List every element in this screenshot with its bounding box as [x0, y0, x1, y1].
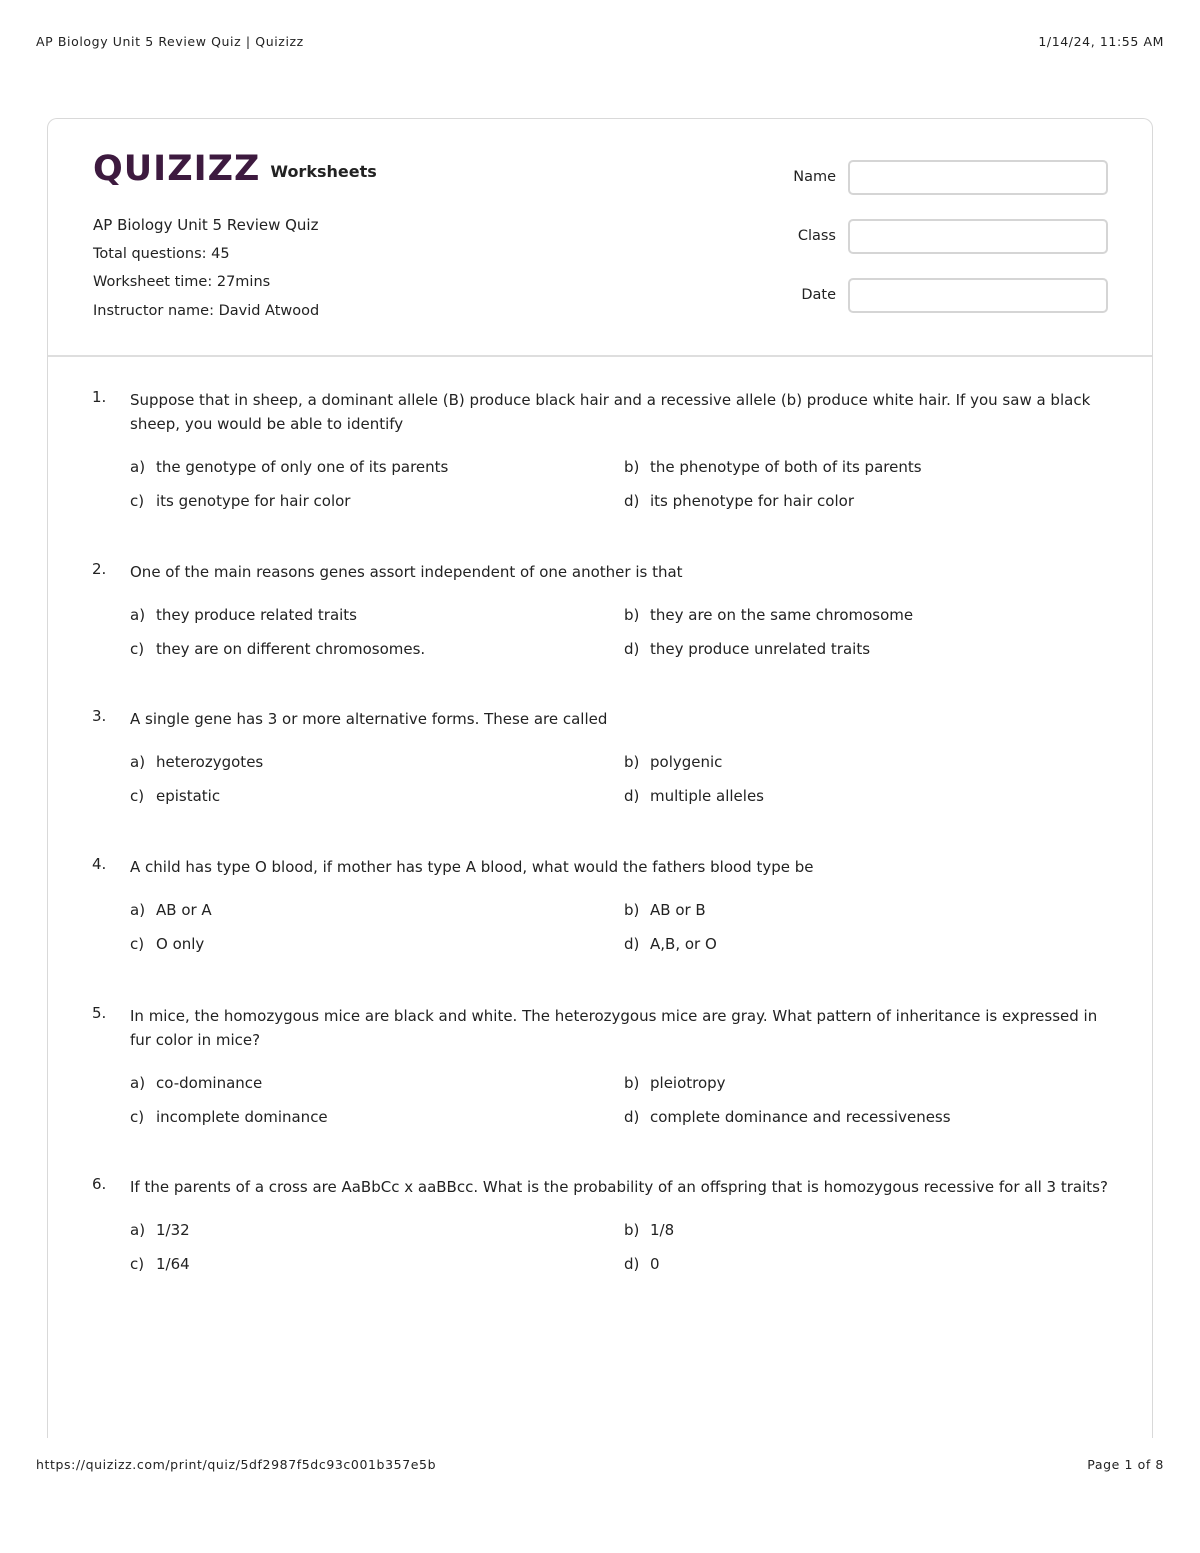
question-6: [92, 1175, 1112, 1275]
answer-option: [624, 1253, 1104, 1275]
option-letter: a): [130, 606, 146, 624]
option-letter: c): [130, 787, 145, 805]
option-text: AB or A: [156, 901, 212, 919]
question-number: 6.: [92, 1175, 107, 1193]
name-field[interactable]: [848, 160, 1108, 195]
name-row: [788, 159, 1108, 195]
answer-option: [130, 1219, 624, 1241]
answer-option: [624, 899, 1104, 921]
option-letter: b): [624, 1221, 640, 1239]
answer-option: [130, 604, 624, 626]
quiz-meta: [93, 211, 319, 325]
option-letter: d): [624, 1108, 640, 1126]
answer-option: [130, 490, 624, 512]
question-number: 2.: [92, 560, 107, 578]
option-text: they are on different chromosomes.: [156, 640, 426, 658]
question-3: [92, 707, 1112, 807]
class-field[interactable]: [848, 219, 1108, 254]
option-text: A,B, or O: [650, 935, 717, 953]
quiz-title: AP Biology Unit 5 Review Quiz: [93, 216, 319, 234]
answer-option: [624, 604, 1104, 626]
option-text: 0: [650, 1255, 660, 1273]
option-letter: c): [130, 492, 145, 510]
name-label: Name: [793, 169, 836, 185]
answer-option: [130, 638, 624, 660]
option-letter: d): [624, 935, 640, 953]
option-text: they are on the same chromosome: [650, 606, 914, 624]
question-number: 4.: [92, 855, 107, 873]
answer-option: [130, 456, 624, 478]
question-4: [92, 855, 1112, 955]
question-text: In mice, the homozygous mice are black and white. The heterozygous mice are gray. What pattern of inheritance is expressed in fur color in mice?: [130, 1007, 1098, 1049]
question-1: [92, 388, 1112, 512]
question-text: A child has type O blood, if mother has type A blood, what would the fathers blood type be: [130, 858, 814, 876]
answer-option: [624, 785, 1104, 807]
option-text: 1/8: [650, 1221, 675, 1239]
answer-option: [624, 933, 1104, 955]
option-text: O only: [156, 935, 205, 953]
quizizz-logo: QUIZIZZ: [93, 149, 261, 189]
option-text: its genotype for hair color: [156, 492, 351, 510]
brand-subtitle: Worksheets: [270, 162, 377, 181]
answer-option: [624, 1219, 1104, 1241]
option-letter: a): [130, 753, 146, 771]
answer-option: [624, 751, 1104, 773]
option-letter: a): [130, 1221, 146, 1239]
option-text: they produce related traits: [156, 606, 357, 624]
answer-option: [624, 490, 1104, 512]
answer-option: [130, 751, 624, 773]
answer-option: [130, 1106, 624, 1128]
option-text: AB or B: [650, 901, 706, 919]
instructor-name: Instructor name: David Atwood: [93, 302, 320, 319]
answer-option: [130, 1072, 624, 1094]
print-title: AP Biology Unit 5 Review Quiz | Quizizz: [36, 34, 304, 49]
option-text: the genotype of only one of its parents: [156, 458, 449, 476]
student-fields: [788, 159, 1108, 336]
answer-option: [624, 1106, 1104, 1128]
option-letter: b): [624, 753, 640, 771]
option-text: epistatic: [156, 787, 221, 805]
answer-options: [130, 1219, 1112, 1275]
date-label: Date: [801, 287, 836, 303]
option-letter: c): [130, 1255, 145, 1273]
option-letter: d): [624, 1255, 640, 1273]
answer-option: [130, 933, 624, 955]
print-footer: [36, 1457, 1164, 1472]
option-text: incomplete dominance: [156, 1108, 328, 1126]
option-text: polygenic: [650, 753, 723, 771]
option-letter: b): [624, 901, 640, 919]
option-letter: d): [624, 492, 640, 510]
option-letter: d): [624, 640, 640, 658]
option-text: 1/32: [156, 1221, 190, 1239]
answer-options: [130, 899, 1112, 955]
question-5: [92, 1004, 1112, 1128]
brand: [93, 151, 377, 187]
option-text: the phenotype of both of its parents: [650, 458, 922, 476]
date-row: [788, 277, 1108, 313]
option-letter: c): [130, 935, 145, 953]
worksheet-header: [48, 119, 1152, 357]
option-text: multiple alleles: [650, 787, 764, 805]
class-row: [788, 218, 1108, 254]
option-letter: a): [130, 901, 146, 919]
print-datetime: 1/14/24, 11:55 AM: [1038, 34, 1164, 49]
question-number: 3.: [92, 707, 107, 725]
print-url: https://quizizz.com/print/quiz/5df2987f5dc93c001b357e5b: [36, 1457, 437, 1472]
page-number: Page 1 of 8: [1087, 1457, 1164, 1472]
date-field[interactable]: [848, 278, 1108, 313]
option-text: complete dominance and recessiveness: [650, 1108, 951, 1126]
answer-options: [130, 456, 1112, 512]
answer-option: [624, 638, 1104, 660]
question-text: If the parents of a cross are AaBbCc x aaBBcc. What is the probability of an offspring that is homozygous recessive for all 3 traits?: [130, 1178, 1108, 1196]
answer-options: [130, 604, 1112, 660]
option-letter: b): [624, 1074, 640, 1092]
option-letter: d): [624, 787, 640, 805]
question-text: One of the main reasons genes assort independent of one another is that: [130, 563, 683, 581]
option-letter: b): [624, 606, 640, 624]
answer-options: [130, 1072, 1112, 1128]
option-text: they produce unrelated traits: [650, 640, 871, 658]
option-text: heterozygotes: [156, 753, 264, 771]
answer-option: [624, 456, 1104, 478]
answer-option: [130, 899, 624, 921]
question-number: 1.: [92, 388, 107, 406]
option-letter: c): [130, 1108, 145, 1126]
option-letter: b): [624, 458, 640, 476]
option-text: co-dominance: [156, 1074, 263, 1092]
option-text: pleiotropy: [650, 1074, 726, 1092]
option-letter: a): [130, 458, 146, 476]
option-text: 1/64: [156, 1255, 190, 1273]
option-letter: a): [130, 1074, 146, 1092]
answer-option: [130, 785, 624, 807]
question-text: A single gene has 3 or more alternative forms. These are called: [130, 710, 608, 728]
answer-options: [130, 751, 1112, 807]
question-text: Suppose that in sheep, a dominant allele (B) produce black hair and a recessive allele (b) produce white hair. If you saw a black sheep, you would be able to identify: [130, 391, 1091, 433]
answer-option: [624, 1072, 1104, 1094]
class-label: Class: [797, 228, 836, 244]
question-2: [92, 560, 1112, 660]
total-questions: Total questions: 45: [93, 245, 230, 262]
print-header: [36, 34, 1164, 49]
option-letter: c): [130, 640, 145, 658]
worksheet-time: Worksheet time: 27mins: [93, 274, 271, 290]
answer-option: [130, 1253, 624, 1275]
option-text: its phenotype for hair color: [650, 492, 854, 510]
question-number: 5.: [92, 1004, 107, 1022]
